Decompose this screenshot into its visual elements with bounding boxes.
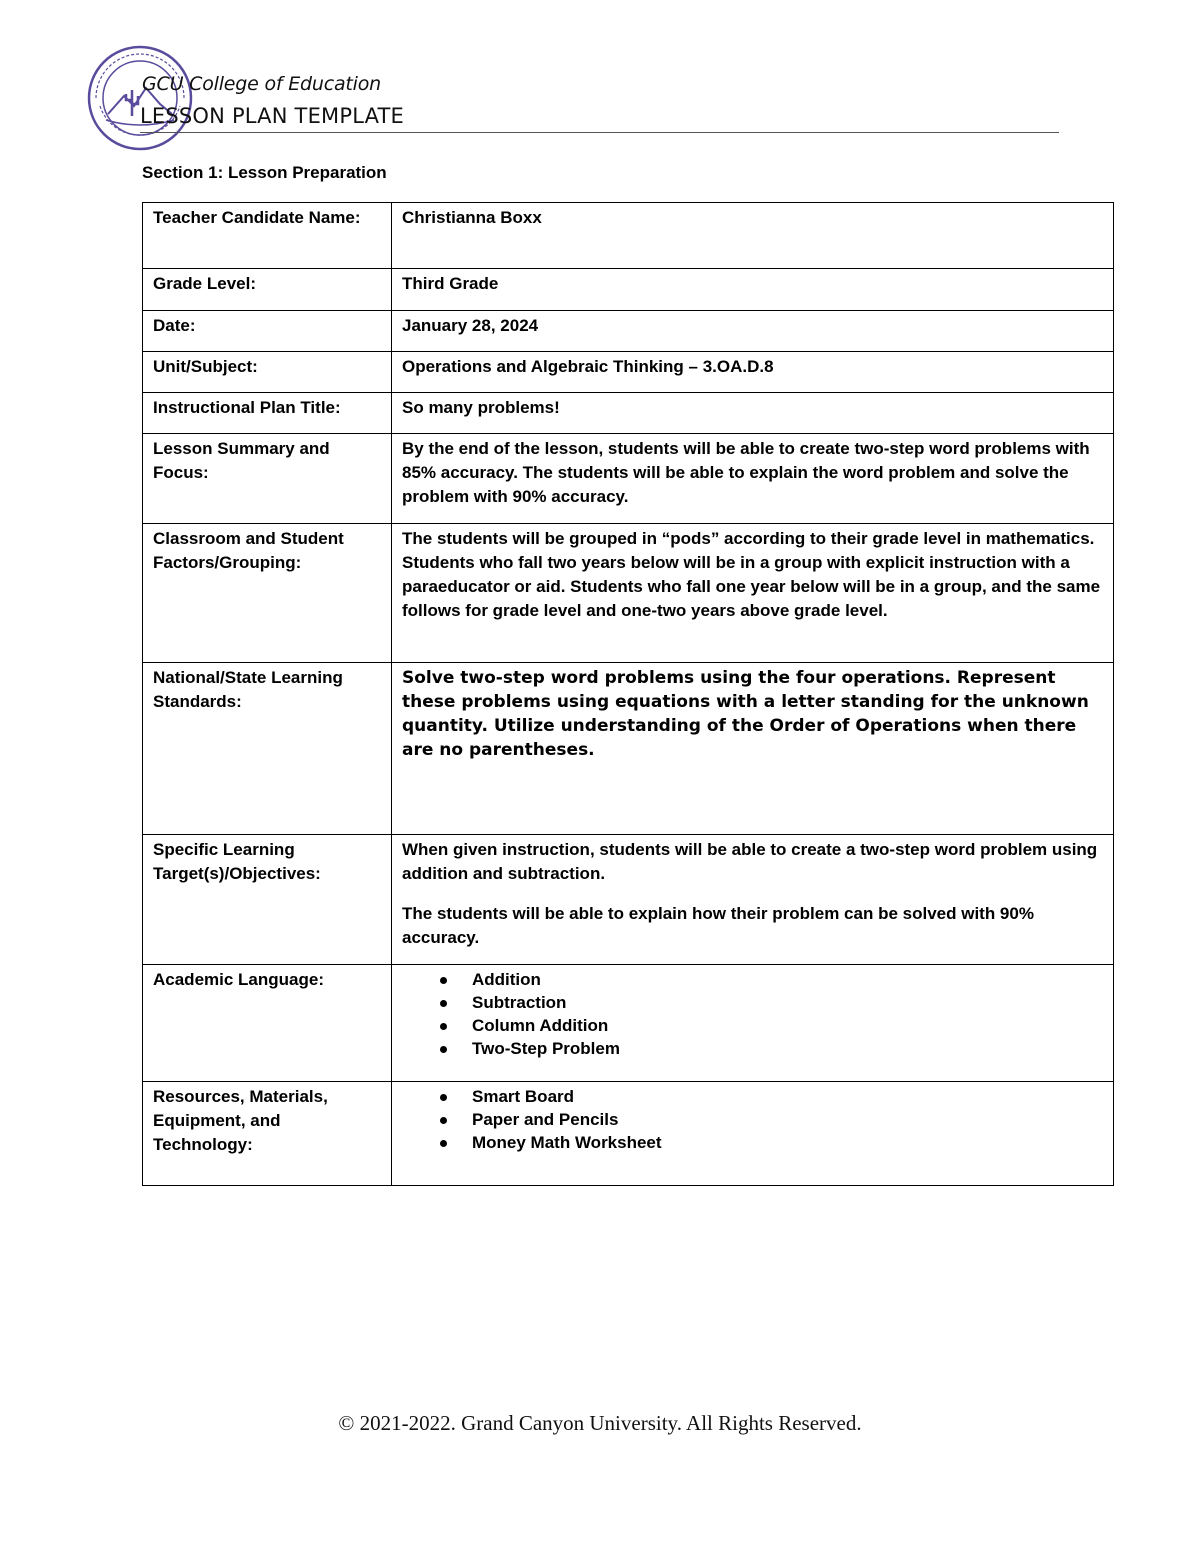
row-label: Specific Learning Target(s)/Objectives: — [143, 835, 392, 965]
list-item — [402, 1014, 1103, 1037]
list-item-text: Smart Board — [472, 1087, 575, 1106]
objective-paragraph: When given instruction, students will be able to create a two-step word problem using addition and subtraction. — [402, 840, 1098, 883]
row-label: National/State Learning Standards: — [143, 663, 392, 835]
table-row — [143, 352, 1114, 393]
list-item-text: Two-Step Problem — [472, 1039, 620, 1058]
table-row — [143, 434, 1114, 524]
list-item-text: Paper and Pencils — [472, 1110, 619, 1129]
unit-subject-value: Operations and Algebraic Thinking – 3.OA.D.8 — [392, 352, 1114, 393]
row-label: Grade Level: — [143, 269, 392, 311]
row-label: Date: — [143, 311, 392, 352]
row-label: Instructional Plan Title: — [143, 393, 392, 434]
list-item — [402, 968, 1103, 991]
document-header — [86, 44, 1061, 154]
plan-title-value: So many problems! — [392, 393, 1114, 434]
list-item — [402, 1108, 1103, 1131]
table-row — [143, 835, 1114, 965]
list-item-text: Column Addition — [472, 1016, 609, 1035]
template-title: LESSON PLAN TEMPLATE — [140, 104, 405, 128]
row-label: Unit/Subject: — [143, 352, 392, 393]
bullet-icon — [440, 977, 447, 984]
header-divider — [140, 132, 1059, 133]
grouping-value: The students will be grouped in “pods” according to their grade level in mathematics. Students who fall two years below will be in a group with explicit instruction with a paraeducator or aid. Students who fall one year below will be in a group, and the same follows for grade level and one-two years above grade level. — [392, 524, 1114, 663]
objectives-value — [392, 835, 1114, 965]
table-row — [143, 524, 1114, 663]
table-row — [143, 203, 1114, 269]
academic-language-value — [392, 965, 1114, 1082]
table-row — [143, 663, 1114, 835]
list-item-text: Money Math Worksheet — [472, 1133, 662, 1152]
section-heading: Section 1: Lesson Preparation — [142, 163, 387, 182]
bullet-icon — [440, 1046, 447, 1053]
row-label: Resources, Materials, Equipment, and Technology: — [143, 1082, 392, 1186]
row-label: Classroom and Student Factors/Grouping: — [143, 524, 392, 663]
list-item-text: Addition — [472, 970, 541, 989]
row-label: Lesson Summary and Focus: — [143, 434, 392, 524]
copyright-footer: © 2021-2022. Grand Canyon University. All Rights Reserved. — [338, 1411, 862, 1435]
list-item-text: Subtraction — [472, 993, 567, 1012]
college-name: GCU College of Education — [142, 73, 382, 95]
list-item — [402, 1131, 1103, 1154]
bullet-icon — [440, 1140, 447, 1147]
row-label: Teacher Candidate Name: — [143, 203, 392, 269]
list-item — [402, 1085, 1103, 1108]
table-row — [143, 311, 1114, 352]
teacher-name-value: Christianna Boxx — [392, 203, 1114, 269]
list-item — [402, 1037, 1103, 1060]
resources-list — [402, 1085, 1103, 1154]
bullet-icon — [440, 1000, 447, 1007]
grade-level-value: Third Grade — [392, 269, 1114, 311]
lesson-preparation-table — [142, 202, 1114, 1186]
standards-value: Solve two-step word problems using the four operations. Represent these problems using equations with a letter standing for the unknown quantity. Utilize understanding of the Order of Operations when there are no parentheses. — [392, 663, 1114, 835]
bullet-icon — [440, 1094, 447, 1101]
resources-value — [392, 1082, 1114, 1186]
table-row — [143, 393, 1114, 434]
grand-canyon-university-seal-icon — [86, 44, 194, 152]
academic-language-list — [402, 968, 1103, 1060]
table-row — [143, 965, 1114, 1082]
objective-paragraph: The students will be able to explain how their problem can be solved with 90% accuracy. — [402, 904, 1034, 947]
bullet-icon — [440, 1023, 447, 1030]
row-label: Academic Language: — [143, 965, 392, 1082]
date-value: January 28, 2024 — [392, 311, 1114, 352]
table-row — [143, 1082, 1114, 1186]
bullet-icon — [440, 1117, 447, 1124]
table-row — [143, 269, 1114, 311]
lesson-summary-value: By the end of the lesson, students will be able to create two-step word problems with 85% accuracy. The students will be able to explain the word problem and solve the problem with 90% accuracy. — [392, 434, 1114, 524]
list-item — [402, 991, 1103, 1014]
